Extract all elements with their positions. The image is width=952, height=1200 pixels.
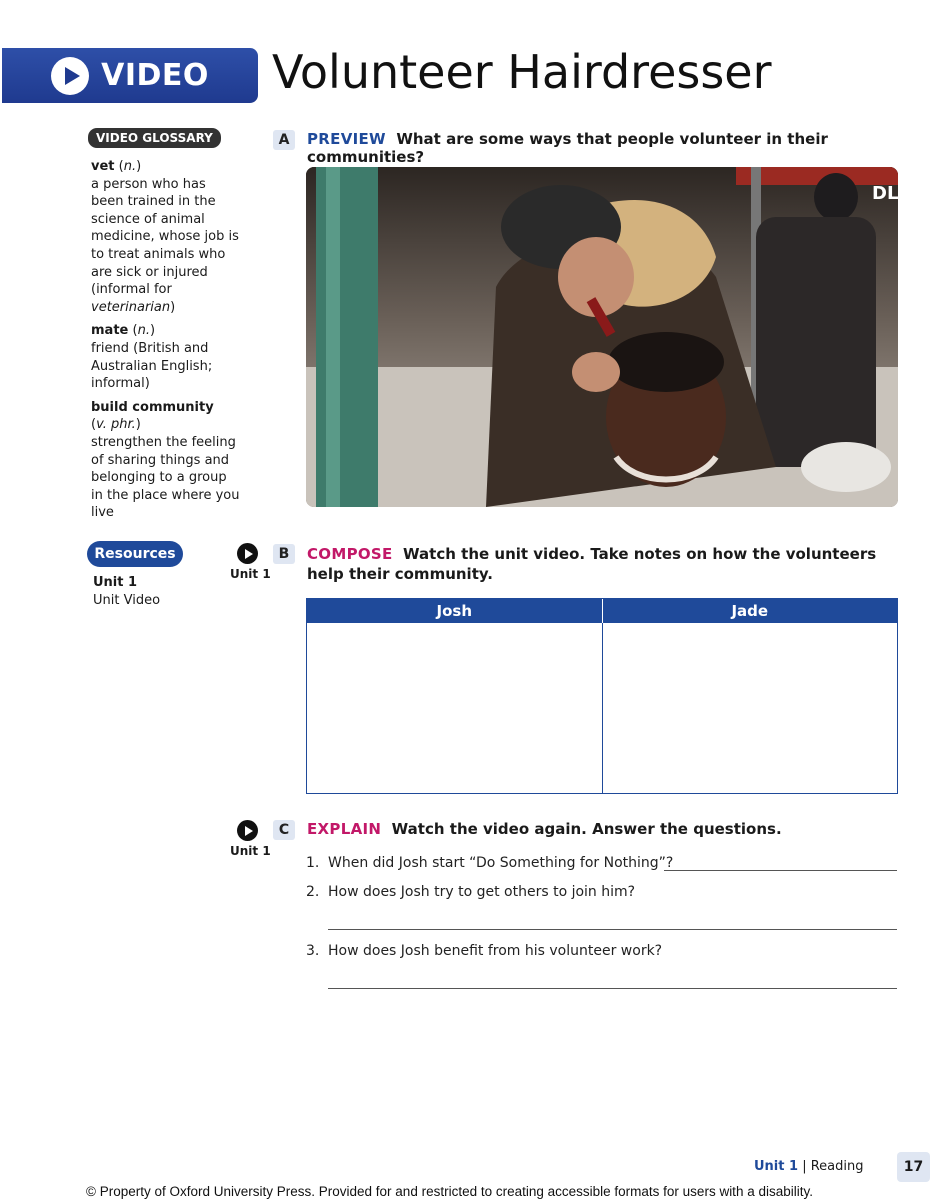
video-label: VIDEO xyxy=(101,58,209,93)
section-b-unit-label: Unit 1 xyxy=(230,567,271,581)
photo-watermark: DL xyxy=(872,183,898,204)
table-body-row xyxy=(307,623,897,793)
question-text: How does Josh try to get others to join him? xyxy=(328,884,636,900)
section-b-text: Watch the unit video. Take notes on how the volunteers help their community. xyxy=(307,545,877,583)
section-a-text: What are some ways that people volunteer in their communities? xyxy=(307,130,828,166)
section-c-heading xyxy=(307,820,897,838)
play-video-b-icon[interactable] xyxy=(237,543,258,564)
section-c-text: Watch the video again. Answer the questions. xyxy=(391,820,782,838)
glossary-definition-end: ) xyxy=(170,299,176,315)
answer-line-2[interactable] xyxy=(328,929,897,930)
glossary-term: mate xyxy=(91,323,129,339)
notes-table xyxy=(306,598,898,794)
question-number: 3. xyxy=(306,943,320,959)
glossary-definition: a person who has been trained in the science of animal medicine, whose job is to treat animals who are sick or injured (informal for xyxy=(91,176,239,298)
question-text: When did Josh start “Do Something for Nothing”? xyxy=(328,855,674,871)
glossary-entry-vet: vet (n.) a person who has been trained in the science of animal medicine, whose job is to treat animals who are sick or injured (informal for veterinarian) xyxy=(91,159,239,315)
question-1 xyxy=(306,855,673,871)
glossary-term: vet xyxy=(91,159,115,174)
glossary-definition: friend (British and Australian English; informal) xyxy=(91,340,213,392)
play-icon xyxy=(51,57,89,95)
footer-separator: | xyxy=(802,1159,807,1174)
glossary-pos: v. phr. xyxy=(96,417,136,433)
glossary-term: build community xyxy=(91,399,214,415)
question-3 xyxy=(306,943,662,959)
section-b-heading xyxy=(307,544,897,584)
josh-notes-cell[interactable] xyxy=(307,623,602,793)
footer-unit: Unit 1 xyxy=(754,1159,799,1174)
section-c-letter: C xyxy=(273,820,295,840)
section-b-letter: B xyxy=(273,544,295,564)
answer-line-3[interactable] xyxy=(328,988,897,989)
play-video-c-icon[interactable] xyxy=(237,820,258,841)
video-glossary-label: VIDEO GLOSSARY xyxy=(88,128,221,148)
section-a-keyword: PREVIEW xyxy=(307,130,386,148)
question-2 xyxy=(306,884,635,900)
glossary-definition: strengthen the feeling of sharing things and belonging to a group in the place where you live xyxy=(91,434,240,521)
copyright-notice: © Property of Oxford University Press. Provided for and restricted to creating accessible formats for users with a disability. xyxy=(86,1184,813,1199)
section-c-unit-label: Unit 1 xyxy=(230,844,271,858)
resources-unit: Unit 1 xyxy=(93,575,138,590)
question-number: 1. xyxy=(306,855,320,871)
resources-unit-video-link[interactable]: Unit Video xyxy=(93,593,161,608)
table-header-row xyxy=(307,599,897,623)
glossary-list xyxy=(91,158,241,528)
jade-notes-cell[interactable] xyxy=(602,623,898,793)
column-header-jade: Jade xyxy=(602,599,898,623)
section-c-keyword: EXPLAIN xyxy=(307,820,382,838)
footer-section: Reading xyxy=(810,1159,864,1174)
footer-unit-section xyxy=(754,1159,864,1174)
glossary-entry-build-community: build community (v. phr.) strengthen the feeling of sharing things and belonging to a group in the place where you live xyxy=(91,399,240,521)
photo-illustration xyxy=(306,167,898,507)
page-title: Volunteer Hairdresser xyxy=(272,45,772,99)
section-a-letter: A xyxy=(273,130,295,150)
section-b-keyword: COMPOSE xyxy=(307,545,393,563)
glossary-entry-mate: mate (n.) friend (British and Australian English; informal) xyxy=(91,323,213,392)
glossary-definition-italic: veterinarian xyxy=(91,299,171,315)
question-text: How does Josh benefit from his volunteer work? xyxy=(328,943,663,959)
glossary-pos: n. xyxy=(123,159,137,174)
glossary-pos: n. xyxy=(137,323,150,339)
video-tab xyxy=(2,48,258,103)
page-number: 17 xyxy=(897,1152,930,1182)
video-still-photo[interactable] xyxy=(306,167,898,507)
resources-button[interactable]: Resources xyxy=(87,541,183,567)
column-header-josh: Josh xyxy=(436,602,472,620)
answer-line-1[interactable] xyxy=(664,870,897,871)
section-a-heading xyxy=(307,130,907,166)
question-number: 2. xyxy=(306,884,320,900)
